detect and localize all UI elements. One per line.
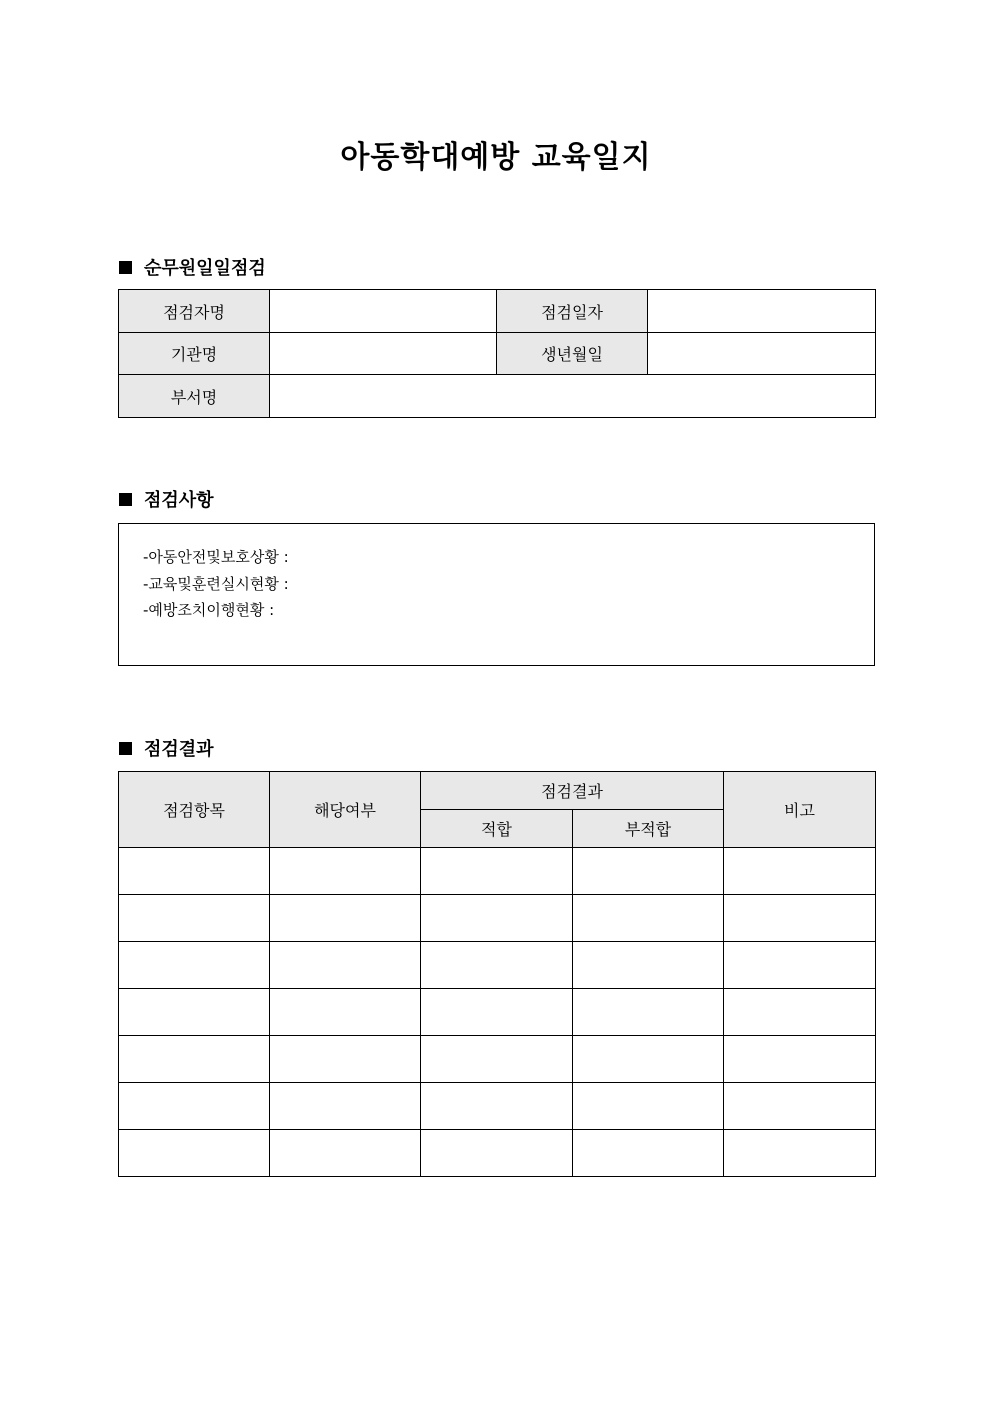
department-field[interactable]	[270, 375, 876, 418]
remarks-cell[interactable]	[724, 1130, 876, 1177]
pass-cell[interactable]	[421, 1130, 573, 1177]
remarks-cell[interactable]	[724, 942, 876, 989]
section-heading-text: 점검결과	[144, 739, 214, 760]
birth-date-label: 생년월일	[497, 333, 648, 375]
square-bullet-icon	[119, 493, 132, 506]
inspector-name-field[interactable]	[270, 290, 497, 333]
check-item: -아동안전및보호상황 :	[143, 548, 289, 566]
remarks-cell[interactable]	[724, 1036, 876, 1083]
inspection-date-field[interactable]	[648, 290, 876, 333]
table-row	[119, 1130, 876, 1177]
header-check-item: 점검항목	[119, 772, 270, 848]
applicable-cell[interactable]	[270, 942, 421, 989]
check-item-cell[interactable]	[119, 1130, 270, 1177]
table-row	[119, 989, 876, 1036]
applicable-cell[interactable]	[270, 848, 421, 895]
fail-cell[interactable]	[573, 848, 724, 895]
square-bullet-icon	[119, 742, 132, 755]
remarks-cell[interactable]	[724, 1083, 876, 1130]
section-heading-check-results	[119, 735, 214, 761]
header-remarks: 비고	[724, 772, 876, 848]
check-item-cell[interactable]	[119, 989, 270, 1036]
section-heading-text: 순무원일일점검	[144, 258, 266, 279]
applicable-cell[interactable]	[270, 1130, 421, 1177]
fail-cell[interactable]	[573, 942, 724, 989]
check-item-cell[interactable]	[119, 895, 270, 942]
remarks-cell[interactable]	[724, 989, 876, 1036]
applicable-cell[interactable]	[270, 1083, 421, 1130]
table-row	[119, 895, 876, 942]
department-label: 부서명	[119, 375, 270, 418]
pass-cell[interactable]	[421, 1036, 573, 1083]
pass-cell[interactable]	[421, 989, 573, 1036]
check-item: -예방조치이행현황 :	[143, 601, 275, 619]
pass-cell[interactable]	[421, 895, 573, 942]
check-item-cell[interactable]	[119, 1083, 270, 1130]
page-title: 아동학대예방 교육일지	[340, 140, 652, 175]
inspector-info-table	[118, 289, 876, 418]
organization-field[interactable]	[270, 333, 497, 375]
section-heading-daily-check	[119, 254, 266, 280]
pass-cell[interactable]	[421, 942, 573, 989]
section-heading-check-items	[119, 486, 214, 512]
fail-cell[interactable]	[573, 1036, 724, 1083]
pass-cell[interactable]	[421, 1083, 573, 1130]
table-row	[119, 848, 876, 895]
check-item-cell[interactable]	[119, 942, 270, 989]
fail-cell[interactable]	[573, 989, 724, 1036]
fail-cell[interactable]	[573, 1130, 724, 1177]
remarks-cell[interactable]	[724, 895, 876, 942]
header-pass: 적합	[421, 810, 573, 848]
square-bullet-icon	[119, 261, 132, 274]
applicable-cell[interactable]	[270, 895, 421, 942]
result-rows	[119, 848, 876, 1177]
check-results-table	[118, 771, 876, 1177]
section-heading-text: 점검사항	[144, 490, 214, 511]
check-items-box[interactable]	[118, 523, 875, 666]
pass-cell[interactable]	[421, 848, 573, 895]
check-item: -교육및훈련실시현황 :	[143, 574, 289, 593]
header-check-result: 점검결과	[421, 772, 724, 810]
inspection-date-label: 점검일자	[497, 290, 648, 333]
header-applicable: 해당여부	[270, 772, 421, 848]
check-items-list	[119, 524, 874, 624]
applicable-cell[interactable]	[270, 1036, 421, 1083]
birth-date-field[interactable]	[648, 333, 876, 375]
table-row	[119, 1083, 876, 1130]
applicable-cell[interactable]	[270, 989, 421, 1036]
inspector-name-label: 점검자명	[119, 290, 270, 333]
organization-label: 기관명	[119, 333, 270, 375]
fail-cell[interactable]	[573, 1083, 724, 1130]
table-row	[119, 1036, 876, 1083]
remarks-cell[interactable]	[724, 848, 876, 895]
table-row	[119, 942, 876, 989]
header-fail: 부적합	[573, 810, 724, 848]
check-item-cell[interactable]	[119, 848, 270, 895]
check-item-cell[interactable]	[119, 1036, 270, 1083]
fail-cell[interactable]	[573, 895, 724, 942]
